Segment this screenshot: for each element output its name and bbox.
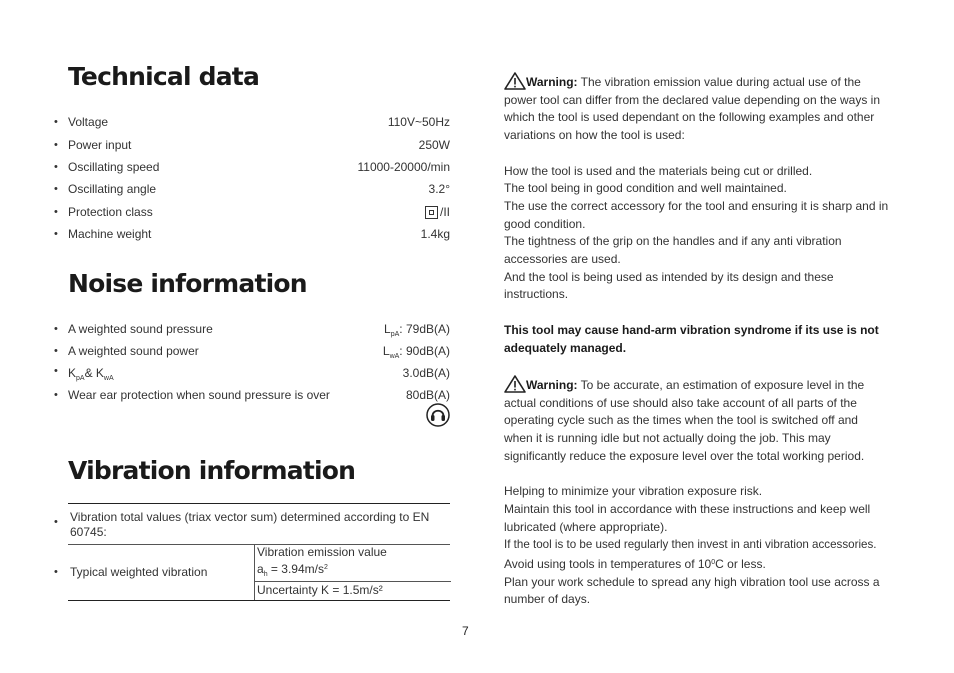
- emission-label: Vibration emission value: [257, 545, 387, 559]
- symbol: K: [68, 366, 77, 380]
- ear-protection-icon: [426, 403, 450, 427]
- bullet: •: [54, 139, 58, 151]
- uncertainty-value: Uncertainty K = 1.5m/s²: [257, 583, 383, 597]
- spec-row-speed: [54, 158, 450, 176]
- bullet: •: [54, 566, 58, 578]
- spec-value: 1.4kg: [420, 227, 450, 241]
- emission-value: [255, 560, 451, 582]
- hav-warning-statement: This tool may cause hand-arm vibration syndrome if its use is not adequately managed.: [504, 322, 879, 355]
- noise-label: A weighted sound pressure: [68, 322, 213, 336]
- bullet: •: [54, 116, 58, 128]
- protection-class-value: /II: [439, 205, 450, 219]
- vibration-information-heading: Vibration information: [68, 456, 356, 485]
- value-text: : 90dB(A): [399, 344, 450, 358]
- technical-data-heading: Technical data: [68, 62, 260, 91]
- tip-item: Plan your work schedule to spread any high vibration tool use across a number of days.: [504, 574, 880, 607]
- symbol: L: [382, 344, 390, 358]
- spec-label: Power input: [68, 138, 132, 152]
- noise-label: [68, 364, 114, 388]
- spec-value: [425, 203, 450, 221]
- subscript: wA: [103, 375, 114, 382]
- superscript: 2: [323, 564, 328, 571]
- bullet: •: [54, 161, 58, 173]
- spec-row-angle: [54, 180, 450, 198]
- noise-row-power: [54, 342, 450, 360]
- subscript: wA: [389, 353, 400, 360]
- symbol: & K: [84, 366, 104, 380]
- bullet: •: [54, 183, 58, 195]
- spec-label: Protection class: [68, 205, 153, 219]
- spec-value: 3.2°: [428, 182, 450, 196]
- tip-text: Avoid using tools in temperatures of 10: [504, 556, 712, 571]
- noise-label: A weighted sound power: [68, 344, 199, 358]
- warning-text: To be accurate, an estimation of exposure level in the actual conditions of use should also take account of all parts of the operating cycle such as the times when the tool is switched off and when it is running idle but not actually doing the job. This may significantly reduce the exposure level over the total working period.: [504, 377, 865, 463]
- condition-item: How the tool is used and the materials being cut or drilled.: [504, 163, 813, 178]
- noise-row-pressure: [54, 320, 450, 338]
- warning-paragraph-2: [504, 375, 889, 466]
- warning-text: The vibration emission value during actual use of the power tool can differ from the declared value depending on the ways in which the tool is used dependant on the following examples and other variations on how the tool is used:: [504, 75, 881, 143]
- spec-label: Voltage: [68, 115, 109, 129]
- noise-value: 3.0dB(A): [402, 366, 450, 380]
- warning-paragraph-1: [504, 72, 889, 145]
- tip-text: C or less.: [715, 556, 766, 571]
- value-text: : 79dB(A): [399, 322, 450, 336]
- tip-item: If the tool is to be used regularly then invest in anti vibration accessories.: [504, 538, 877, 552]
- warning-triangle-icon: [504, 72, 526, 90]
- spec-row-weight: [54, 225, 450, 243]
- page-number: 7: [462, 624, 469, 638]
- spec-label: Oscillating speed: [68, 160, 160, 174]
- noise-value: [383, 342, 450, 366]
- bullet: •: [54, 323, 58, 335]
- condition-item: And the tool is being used as intended by its design and these instructions.: [504, 269, 834, 302]
- noise-row-ear: [54, 386, 450, 404]
- emission-value-cell: [254, 545, 451, 582]
- noise-value: 80dB(A): [405, 388, 450, 402]
- subscript: pA: [390, 331, 400, 338]
- typical-vibration-label: Typical weighted vibration: [70, 565, 208, 579]
- symbol: a: [257, 562, 264, 576]
- subscript: h: [263, 571, 268, 578]
- warning-label: Warning:: [526, 377, 578, 392]
- spec-label: Oscillating angle: [68, 182, 157, 196]
- condition-item: The use the correct accessory for the tool and ensuring it is sharp and in good condition.: [504, 198, 889, 231]
- bullet: •: [54, 516, 58, 528]
- vibration-total-text: Vibration total values (triax vector sum) determined according to EN 60745:: [70, 510, 430, 539]
- tip-item: [504, 554, 889, 574]
- noise-label: Wear ear protection when sound pressure is over: [68, 388, 330, 402]
- spec-row-voltage: [54, 113, 450, 131]
- superscript: 0: [711, 558, 716, 566]
- subscript: pA: [76, 375, 85, 382]
- value-text: = 3.94m/s: [267, 562, 324, 576]
- vibration-table: [68, 503, 450, 601]
- right-column: [504, 72, 889, 609]
- bullet: •: [54, 228, 58, 240]
- bullet: •: [54, 389, 58, 401]
- noise-information-heading: Noise information: [68, 269, 307, 298]
- tip-item: Maintain this tool in accordance with these instructions and keep well lubricated (where appropriate).: [504, 501, 871, 534]
- uncertainty-cell: [254, 582, 451, 600]
- spec-row-protection: [54, 203, 450, 221]
- spec-value: 110V~50Hz: [387, 115, 450, 129]
- vibration-total-row: [68, 504, 450, 545]
- symbol: L: [384, 322, 391, 336]
- condition-item: The tightness of the grip on the handles and if any anti vibration accessories are used.: [504, 234, 842, 267]
- bullet: •: [54, 365, 58, 377]
- warning-triangle-icon: [504, 375, 526, 393]
- noise-value: [384, 320, 450, 344]
- spec-value: 11000-20000/min: [357, 160, 450, 174]
- warning-label: Warning:: [526, 75, 578, 89]
- bullet: •: [54, 345, 58, 357]
- bullet: •: [54, 206, 58, 218]
- spec-label: Machine weight: [68, 227, 152, 241]
- protection-class-icon: [425, 206, 438, 219]
- vibration-typical-row: [68, 545, 450, 600]
- tip-item: Helping to minimize your vibration exposure risk.: [504, 484, 763, 499]
- noise-row-k: [54, 364, 450, 382]
- spec-row-power: [54, 136, 450, 154]
- condition-item: The tool being in good condition and well maintained.: [504, 181, 787, 196]
- spec-value: 250W: [418, 138, 450, 152]
